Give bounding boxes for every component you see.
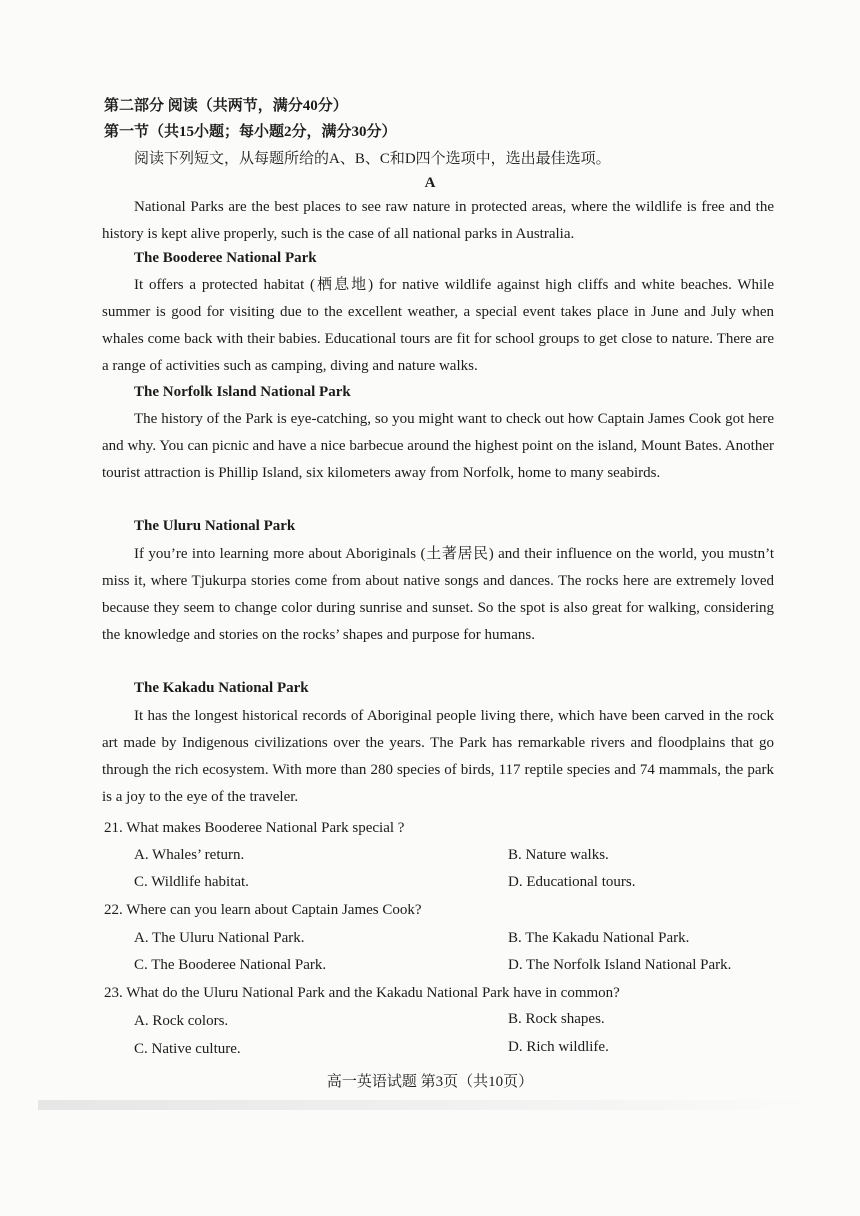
park-title-norfolk: The Norfolk Island National Park — [134, 384, 351, 400]
q22-option-c: C. The Booderee National Park. — [134, 957, 327, 973]
park-text-kakadu: It has the longest historical records of Aboriginal people living there, which have been carved in the rock art made by Indigenous civilizations over the years. The Park has remarkable rivers and floodplains that go through the rich ecosystem. With more than 280 species of birds, 117 reptile species and 74 mammals, the park is a joy to the eye of the traveler. — [102, 708, 774, 805]
question-21: 21. What makes Booderee National Park special ? — [104, 820, 405, 836]
question-23: 23. What do the Uluru National Park and the Kakadu National Park have in common? — [104, 985, 620, 1001]
question-22: 22. Where can you learn about Captain James Cook? — [104, 902, 422, 918]
q21-option-c: C. Wildlife habitat. — [134, 874, 249, 890]
q21-option-b: B. Nature walks. — [508, 847, 609, 863]
park-text-norfolk: The history of the Park is eye-catching, so you might want to check out how Captain James Cook got here and why. You can picnic and have a nice barbecue around the highest point on the island, Mount Bates. Another tourist attraction is Phillip Island, six kilometers away from Norfolk, home to many seabirds. — [102, 411, 774, 481]
q22-option-d: D. The Norfolk Island National Park. — [508, 957, 732, 973]
q21-option-a: A. Whales’ return. — [134, 847, 245, 863]
park-title-booderee: The Booderee National Park — [134, 250, 317, 266]
scan-edge-shadow — [38, 1100, 818, 1110]
passage-intro: National Parks are the best places to see raw nature in protected areas, where the wildlife is free and the history is kept alive properly, such is the case of all national parks in Australia. — [102, 199, 774, 242]
q22-option-a: A. The Uluru National Park. — [134, 930, 305, 946]
part-title: 第二部分 阅读（共两节，满分40分） — [104, 98, 348, 114]
passage-label: A — [424, 175, 436, 191]
park-title-kakadu: The Kakadu National Park — [134, 680, 309, 696]
page-footer: 高一英语试题 第3页（共10页） — [326, 1074, 534, 1090]
park-text-booderee: It offers a protected habitat (栖息地) for native wildlife against high cliffs and white beaches. While summer is good for visiting due to the excellent weather, a special event takes place in June and July when whales come back with their babies. Educational tours are fit for school groups to get close to nature. There are a range of activities such as camping, diving and nature walks. — [102, 277, 774, 374]
park-title-uluru: The Uluru National Park — [134, 518, 296, 534]
subsection-title: 第一节（共15小题；每小题2分，满分30分） — [104, 124, 397, 140]
q23-option-d: D. Rich wildlife. — [508, 1039, 609, 1055]
q22-option-b: B. The Kakadu National Park. — [508, 930, 690, 946]
q23-option-c: C. Native culture. — [134, 1041, 241, 1057]
q21-option-d: D. Educational tours. — [508, 874, 636, 890]
q23-option-b: B. Rock shapes. — [508, 1011, 605, 1027]
instruction-text: 阅读下列短文，从每题所给的A、B、C和D四个选项中，选出最佳选项。 — [134, 151, 611, 167]
park-text-uluru: If you’re into learning more about Aboriginals (土著居民) and their influence on the world, you mustn’t miss it, where Tjukurpa stories come from about native songs and dances. The rocks here are extremely loved because they seem to change color during sunrise and sunset. So the spot is also great for walking, considering the knowledge and stories on the rocks’ shapes and purpose for humans. — [102, 546, 774, 643]
q23-option-a: A. Rock colors. — [134, 1013, 229, 1029]
